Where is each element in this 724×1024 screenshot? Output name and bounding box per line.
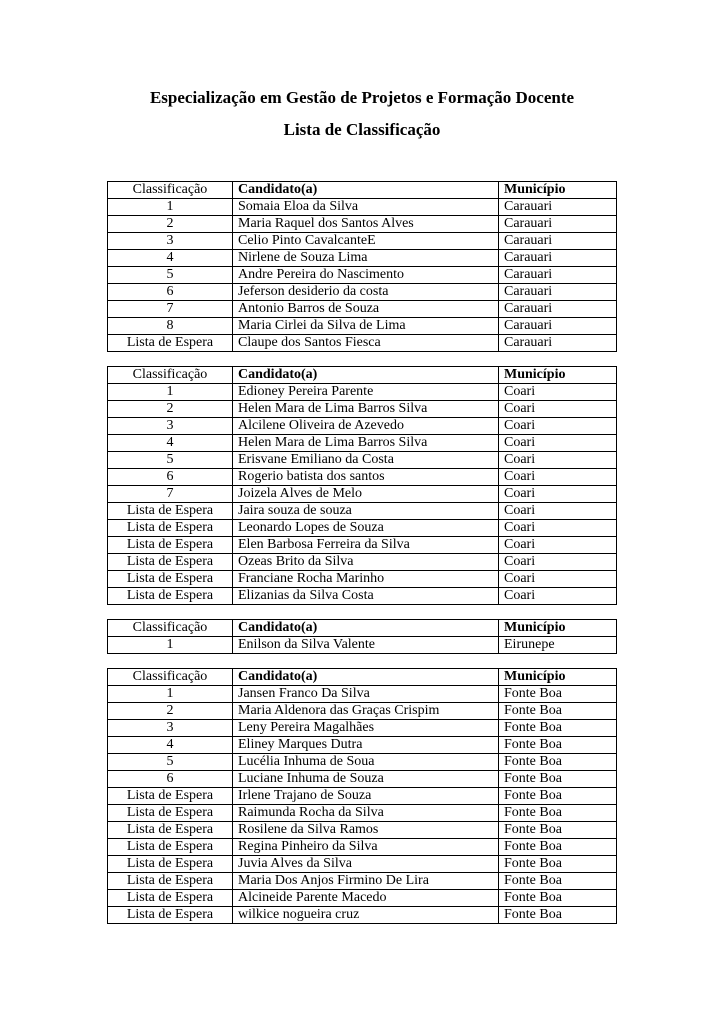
cell-classificacao: 8 [108, 318, 233, 335]
cell-candidato: Rogerio batista dos santos [233, 469, 499, 486]
cell-classificacao: 4 [108, 250, 233, 267]
cell-municipio: Carauari [499, 335, 617, 352]
table-row [108, 520, 617, 537]
cell-municipio: Carauari [499, 199, 617, 216]
cell-classificacao: Lista de Espera [108, 571, 233, 588]
cell-municipio: Fonte Boa [499, 686, 617, 703]
cell-municipio: Coari [499, 435, 617, 452]
cell-classificacao: Lista de Espera [108, 520, 233, 537]
table-row [108, 890, 617, 907]
table-row [108, 571, 617, 588]
cell-candidato: Maria Aldenora das Graças Crispim [233, 703, 499, 720]
table-row [108, 233, 617, 250]
cell-classificacao: 4 [108, 435, 233, 452]
cell-classificacao: 7 [108, 486, 233, 503]
cell-municipio: Fonte Boa [499, 822, 617, 839]
cell-classificacao: 2 [108, 216, 233, 233]
cell-candidato: Helen Mara de Lima Barros Silva [233, 401, 499, 418]
cell-municipio: Fonte Boa [499, 737, 617, 754]
cell-municipio: Coari [499, 571, 617, 588]
cell-candidato: Enilson da Silva Valente [233, 637, 499, 654]
table-row [108, 486, 617, 503]
cell-candidato: Alcilene Oliveira de Azevedo [233, 418, 499, 435]
cell-municipio: Coari [499, 452, 617, 469]
cell-municipio: Fonte Boa [499, 771, 617, 788]
classification-tables [107, 181, 616, 924]
table-row [108, 435, 617, 452]
table-row [108, 335, 617, 352]
cell-municipio: Fonte Boa [499, 873, 617, 890]
table-row [108, 788, 617, 805]
cell-classificacao: Lista de Espera [108, 890, 233, 907]
table-row [108, 805, 617, 822]
cell-candidato: Claupe dos Santos Fiesca [233, 335, 499, 352]
table-row [108, 907, 617, 924]
table-row [108, 199, 617, 216]
column-header-candidato: Candidato(a) [233, 669, 499, 686]
table-row [108, 267, 617, 284]
column-header-candidato: Candidato(a) [233, 182, 499, 199]
cell-municipio: Fonte Boa [499, 890, 617, 907]
table-row [108, 250, 617, 267]
cell-classificacao: 7 [108, 301, 233, 318]
cell-candidato: Regina Pinheiro da Silva [233, 839, 499, 856]
cell-candidato: Celio Pinto CavalcanteE [233, 233, 499, 250]
cell-classificacao: 4 [108, 737, 233, 754]
table-row [108, 737, 617, 754]
table-row [108, 537, 617, 554]
table-row [108, 554, 617, 571]
table-row [108, 318, 617, 335]
column-header-classificacao: Classificação [108, 669, 233, 686]
cell-municipio: Fonte Boa [499, 907, 617, 924]
table-row [108, 637, 617, 654]
cell-candidato: Maria Raquel dos Santos Alves [233, 216, 499, 233]
table-row [108, 856, 617, 873]
cell-classificacao: 6 [108, 771, 233, 788]
cell-candidato: Ozeas Brito da Silva [233, 554, 499, 571]
cell-municipio: Coari [499, 554, 617, 571]
table-row [108, 216, 617, 233]
cell-classificacao: 2 [108, 703, 233, 720]
cell-candidato: Raimunda Rocha da Silva [233, 805, 499, 822]
cell-classificacao: Lista de Espera [108, 822, 233, 839]
cell-classificacao: Lista de Espera [108, 788, 233, 805]
cell-candidato: Franciane Rocha Marinho [233, 571, 499, 588]
column-header-municipio: Município [499, 367, 617, 384]
cell-municipio: Coari [499, 401, 617, 418]
cell-candidato: Lucélia Inhuma de Soua [233, 754, 499, 771]
cell-candidato: Jeferson desiderio da costa [233, 284, 499, 301]
cell-municipio: Coari [499, 503, 617, 520]
cell-classificacao: 3 [108, 418, 233, 435]
cell-municipio: Fonte Boa [499, 703, 617, 720]
cell-candidato: Antonio Barros de Souza [233, 301, 499, 318]
cell-municipio: Fonte Boa [499, 856, 617, 873]
cell-classificacao: 1 [108, 637, 233, 654]
classification-table-eirunepe [107, 619, 617, 654]
cell-classificacao: 5 [108, 267, 233, 284]
cell-candidato: Erisvane Emiliano da Costa [233, 452, 499, 469]
table-row [108, 839, 617, 856]
cell-candidato: Helen Mara de Lima Barros Silva [233, 435, 499, 452]
cell-classificacao: Lista de Espera [108, 554, 233, 571]
cell-municipio: Coari [499, 384, 617, 401]
column-header-candidato: Candidato(a) [233, 367, 499, 384]
cell-candidato: Somaia Eloa da Silva [233, 199, 499, 216]
cell-classificacao: Lista de Espera [108, 856, 233, 873]
cell-municipio: Coari [499, 520, 617, 537]
table-row [108, 720, 617, 737]
cell-candidato: Andre Pereira do Nascimento [233, 267, 499, 284]
cell-candidato: Nirlene de Souza Lima [233, 250, 499, 267]
cell-classificacao: 3 [108, 720, 233, 737]
table-row [108, 452, 617, 469]
cell-municipio: Carauari [499, 250, 617, 267]
table-row [108, 418, 617, 435]
column-header-classificacao: Classificação [108, 367, 233, 384]
cell-municipio: Coari [499, 537, 617, 554]
column-header-municipio: Município [499, 182, 617, 199]
table-row [108, 873, 617, 890]
table-row [108, 754, 617, 771]
table-row [108, 822, 617, 839]
cell-classificacao: 3 [108, 233, 233, 250]
page-title: Especialização em Gestão de Projetos e Formação Docente [149, 88, 575, 107]
cell-municipio: Carauari [499, 267, 617, 284]
cell-classificacao: 5 [108, 754, 233, 771]
cell-classificacao: 6 [108, 469, 233, 486]
column-header-municipio: Município [499, 669, 617, 686]
table-header-row [108, 620, 617, 637]
cell-candidato: Leny Pereira Magalhães [233, 720, 499, 737]
classification-table-coari [107, 366, 617, 605]
cell-classificacao: 1 [108, 686, 233, 703]
cell-candidato: Maria Cirlei da Silva de Lima [233, 318, 499, 335]
cell-candidato: Leonardo Lopes de Souza [233, 520, 499, 537]
cell-candidato: Jansen Franco Da Silva [233, 686, 499, 703]
table-row [108, 771, 617, 788]
cell-candidato: Juvia Alves da Silva [233, 856, 499, 873]
cell-classificacao: Lista de Espera [108, 907, 233, 924]
table-row [108, 503, 617, 520]
cell-municipio: Fonte Boa [499, 839, 617, 856]
cell-candidato: wilkice nogueira cruz [233, 907, 499, 924]
cell-municipio: Coari [499, 486, 617, 503]
cell-municipio: Fonte Boa [499, 720, 617, 737]
table-header-row [108, 669, 617, 686]
column-header-municipio: Município [499, 620, 617, 637]
page-subtitle: Lista de Classificação [283, 120, 441, 139]
column-header-classificacao: Classificação [108, 182, 233, 199]
cell-classificacao: Lista de Espera [108, 335, 233, 352]
cell-classificacao: 2 [108, 401, 233, 418]
cell-municipio: Carauari [499, 301, 617, 318]
column-header-candidato: Candidato(a) [233, 620, 499, 637]
cell-classificacao: 1 [108, 384, 233, 401]
cell-candidato: Irlene Trajano de Souza [233, 788, 499, 805]
classification-table-fonte-boa [107, 668, 617, 924]
cell-candidato: Elizanias da Silva Costa [233, 588, 499, 605]
cell-municipio: Fonte Boa [499, 788, 617, 805]
table-row [108, 588, 617, 605]
cell-classificacao: 5 [108, 452, 233, 469]
cell-municipio: Fonte Boa [499, 805, 617, 822]
table-row [108, 284, 617, 301]
cell-municipio: Carauari [499, 284, 617, 301]
cell-candidato: Edioney Pereira Parente [233, 384, 499, 401]
cell-classificacao: Lista de Espera [108, 503, 233, 520]
classification-table-carauari [107, 181, 617, 352]
cell-candidato: Rosilene da Silva Ramos [233, 822, 499, 839]
cell-classificacao: Lista de Espera [108, 839, 233, 856]
cell-candidato: Maria Dos Anjos Firmino De Lira [233, 873, 499, 890]
table-row [108, 384, 617, 401]
column-header-classificacao: Classificação [108, 620, 233, 637]
table-header-row [108, 182, 617, 199]
cell-candidato: Luciane Inhuma de Souza [233, 771, 499, 788]
cell-municipio: Coari [499, 469, 617, 486]
cell-candidato: Eliney Marques Dutra [233, 737, 499, 754]
cell-municipio: Carauari [499, 216, 617, 233]
cell-municipio: Fonte Boa [499, 754, 617, 771]
cell-classificacao: Lista de Espera [108, 873, 233, 890]
cell-classificacao: 6 [108, 284, 233, 301]
table-header-row [108, 367, 617, 384]
table-row [108, 301, 617, 318]
table-row [108, 401, 617, 418]
table-row [108, 686, 617, 703]
cell-municipio: Coari [499, 588, 617, 605]
cell-candidato: Elen Barbosa Ferreira da Silva [233, 537, 499, 554]
cell-classificacao: 1 [108, 199, 233, 216]
cell-municipio: Carauari [499, 233, 617, 250]
cell-classificacao: Lista de Espera [108, 588, 233, 605]
cell-classificacao: Lista de Espera [108, 537, 233, 554]
cell-candidato: Alcineide Parente Macedo [233, 890, 499, 907]
cell-candidato: Jaira souza de souza [233, 503, 499, 520]
cell-municipio: Eirunepe [499, 637, 617, 654]
cell-classificacao: Lista de Espera [108, 805, 233, 822]
cell-candidato: Joizela Alves de Melo [233, 486, 499, 503]
cell-municipio: Carauari [499, 318, 617, 335]
cell-municipio: Coari [499, 418, 617, 435]
table-row [108, 703, 617, 720]
table-row [108, 469, 617, 486]
